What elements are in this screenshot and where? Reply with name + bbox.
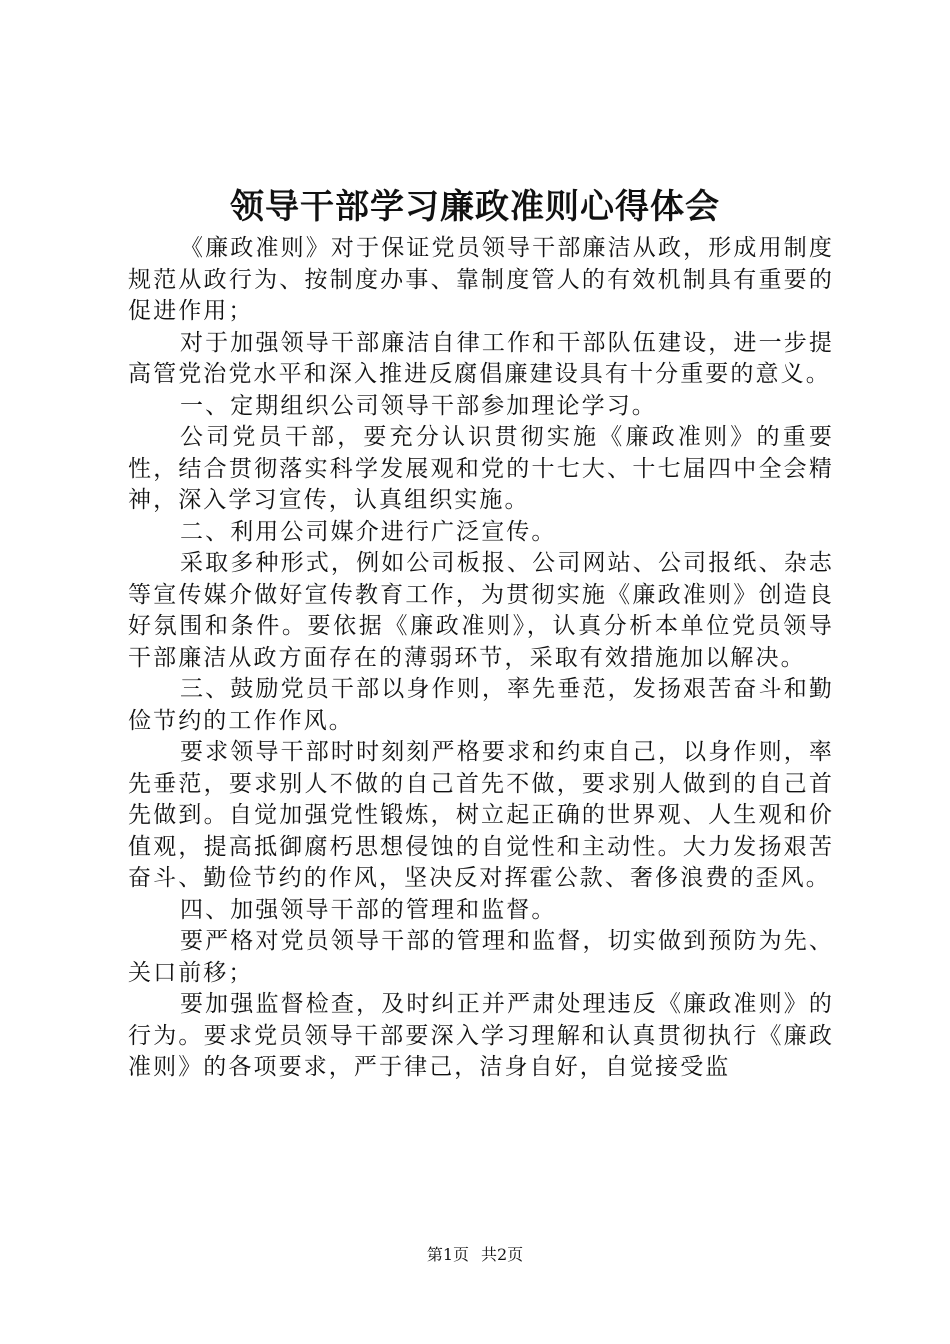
page-number: 第1页 bbox=[426, 1245, 469, 1264]
paragraph-1: 《廉政准则》对于保证党员领导干部廉洁从政，形成用制度规范从政行为、按制度办事、靠制度管人的有效机制具有重要的促进作用； bbox=[128, 235, 834, 324]
section-heading-2: 二、利用公司媒介进行广泛宣传。 bbox=[180, 518, 557, 545]
paragraph-4: 采取多种形式，例如公司板报、公司网站、公司报纸、杂志等宣传媒介做好宣传教育工作，为贯彻实施《廉政准则》创造良好氛围和条件。要依据《廉政准则》，认真分析本单位党员领导干部廉洁从政方面存在的薄弱环节，采取有效措施加以解决。 bbox=[128, 550, 834, 671]
page-footer bbox=[0, 1244, 950, 1266]
section-heading-3: 三、鼓励党员干部以身作则，率先垂范，发扬艰苦奋斗和勤俭节约的工作作风。 bbox=[128, 676, 834, 734]
section-heading-4: 四、加强领导干部的管理和监督。 bbox=[180, 896, 557, 923]
paragraph-2: 对于加强领导干部廉洁自律工作和干部队伍建设，进一步提高管党治党水平和深入推进反腐倡廉建设具有十分重要的意义。 bbox=[128, 329, 834, 387]
paragraph-5: 要求领导干部时时刻刻严格要求和约束自己，以身作则，率先垂范，要求别人不做的自己首先不做，要求别人做到的自己首先做到。自觉加强党性锻炼，树立起正确的世界观、人生观和价值观，提高抵御腐朽思想侵蚀的自觉性和主动性。大力发扬艰苦奋斗、勤俭节约的作风，坚决反对挥霍公款、奢侈浪费的歪风。 bbox=[128, 739, 834, 891]
document-body bbox=[128, 233, 834, 1084]
section-heading-1: 一、定期组织公司领导干部参加理论学习。 bbox=[180, 392, 657, 419]
paragraph-3: 公司党员干部，要充分认识贯彻实施《廉政准则》的重要性，结合贯彻落实科学发展观和党的十七大、十七届四中全会精神，深入学习宣传，认真组织实施。 bbox=[128, 424, 834, 513]
page-total: 共2页 bbox=[481, 1245, 524, 1264]
document-title: 领导干部学习廉政准则心得体会 bbox=[230, 187, 720, 227]
paragraph-6: 要严格对党员领导干部的管理和监督，切实做到预防为先、关口前移； bbox=[128, 928, 834, 986]
paragraph-7: 要加强监督检查，及时纠正并严肃处理违反《廉政准则》的行为。要求党员领导干部要深入学习理解和认真贯彻执行《廉政准则》的各项要求，严于律己，洁身自好，自觉接受监 bbox=[128, 991, 834, 1080]
